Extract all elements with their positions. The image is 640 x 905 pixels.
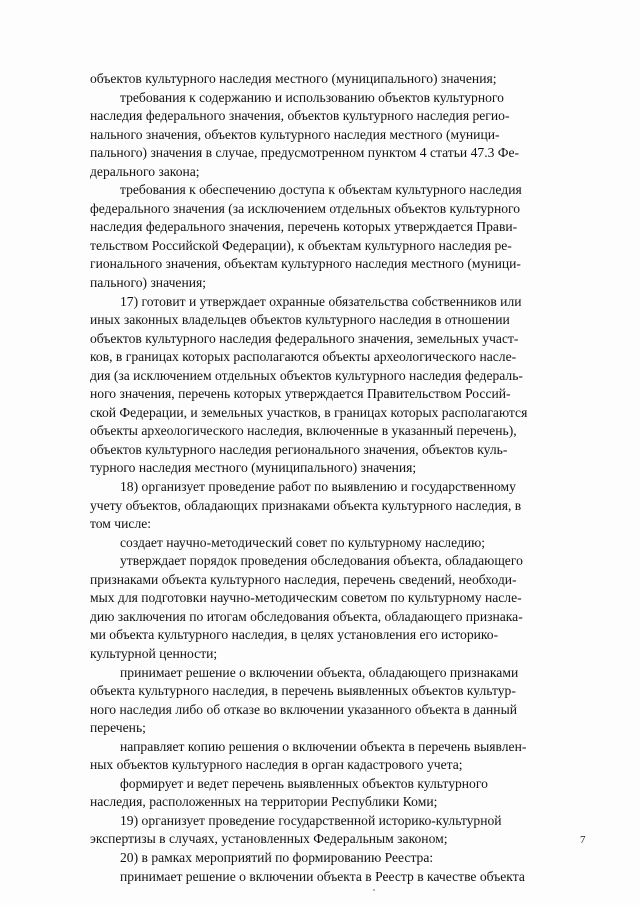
paragraph-4: 17) готовит и утверждает охранные обязательства собственников или иных законных владельцев объектов культурного наследия в отношении объектов культурного наследия федерального значения, земельных участ- ков, в границах которых располагаются объекты археологического насле- дия (за исключением отдельных объектов культурного наследия федераль- ного значения, перечень которых утверждается Правительством Россий- ской Федерации, и земельных участков, в границах которых располагаются объекты археологического наследия, включенные в указанный перечень), объектов культурного наследия регионального значения, объектов куль- турного наследия местного (муниципального) значения; bbox=[90, 293, 528, 476]
paragraph-3: требования к обеспечению доступа к объектам культурного наследия федерального значения (за исключением отдельных объектов культурного наследия федерального значения, перечень которых утверждается Прави- тельством Российской Федерации), к объектам культурного наследия ре- гионального значения, объектам культурного наследия местного (муници- пального) значения; bbox=[90, 182, 522, 291]
paragraph-6: создает научно-методический совет по культурному наследию; bbox=[120, 534, 486, 550]
paragraph-9: направляет копию решения о включении объекта в перечень выявлен- ных объектов культурного наследия в орган кадастрового учета; bbox=[90, 738, 527, 773]
paragraph-1: объектов культурного наследия местного (муниципального) значения; bbox=[90, 71, 497, 86]
paragraph-11: 19) организует проведение государственной историко-культурной экспертизы в случаях, установленных Федеральным законом; bbox=[90, 812, 502, 847]
paragraph-7: утверждает порядок проведения обследования объекта, обладающего признаками объекта культурного наследия, перечень сведений, необходи- мых для подготовки научно-методическим советом по культурному насле- дию заключения по итогам обследования объекта, обладающего признака- ми объекта культурного наследия, в целях установления его историко- культурной ценности; bbox=[90, 553, 523, 661]
paragraph-8: принимает решение о включении объекта, обладающего признаками объекта культурного наследия, в перечень выявленных объектов культур- ного наследия либо об отказе во включении указанного объекта в данный перечень; bbox=[90, 664, 519, 736]
paragraph-12: 20) в рамках мероприятий по формированию Реестра: bbox=[120, 849, 434, 865]
paragraph-13: принимает решение о включении объекта в Реестр в качестве объекта bbox=[120, 868, 525, 884]
scan-artifact-dot bbox=[373, 889, 375, 891]
document-body bbox=[90, 70, 590, 886]
page-number: 7 bbox=[580, 834, 586, 846]
paragraph-2: требования к содержанию и использованию объектов культурного наследия федерального значения, объектов культурного наследия регио- нального значения, объектов культурного наследия местного (муници- пального) значения в случае, предусмотренном пунктом 4 статьи 47.3 Фе- дерального закона; bbox=[90, 89, 520, 179]
paragraph-5: 18) организует проведение работ по выявлению и государственному учету объектов, обладающих признаками объекта культурного наследия, в том числе: bbox=[90, 479, 522, 532]
paragraph-10: формирует и ведет перечень выявленных объектов культурного наследия, расположенных на территории Республики Коми; bbox=[90, 775, 488, 810]
